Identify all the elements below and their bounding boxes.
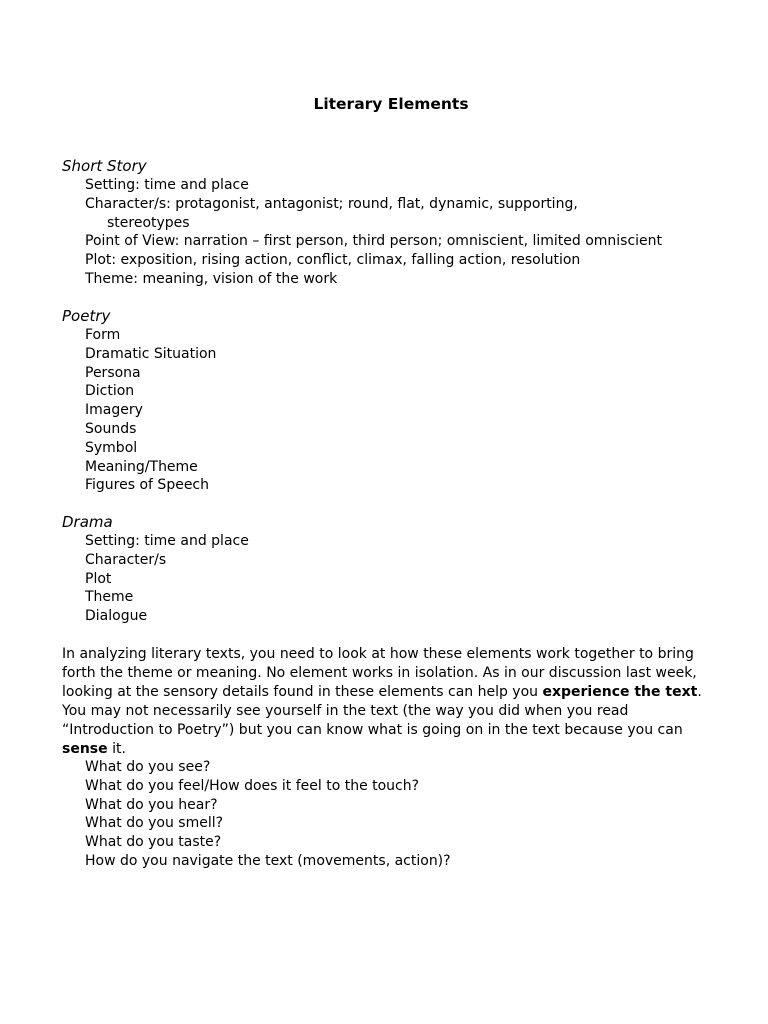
- element-list: [62, 532, 742, 626]
- list-item: Setting: time and place: [85, 533, 249, 549]
- page-title: Literary Elements: [313, 95, 469, 113]
- list-item: Character/s: [85, 551, 167, 568]
- element-list: [62, 326, 742, 495]
- section-poetry: [62, 307, 742, 495]
- section-drama: [62, 513, 742, 626]
- list-item: Meaning/Theme: [85, 458, 198, 475]
- emphasis-text: sense: [62, 741, 108, 757]
- body-paragraph: In analyzing literary texts, you need to look at how these elements work together to bring forth the theme or meaning. No element works in isolation. As in our discussion last week, looking at the sensory details found in these elements can help you experience the text. You may not necessarily see yourself in the text (the way you did when you read “Introduction to Poetry”) but you can know what is going on in the text because you can sense it.: [62, 646, 702, 757]
- list-item: Setting: time and place: [85, 177, 249, 193]
- list-item: Theme: [85, 589, 134, 606]
- question-item: What do you hear?: [85, 796, 218, 813]
- question-item: How do you navigate the text (movements, action)?: [85, 852, 451, 869]
- section-short-story: [62, 157, 742, 289]
- list-item: Point of View: narration – first person, third person; omniscient, limited omniscient: [85, 233, 663, 250]
- list-item: Persona: [85, 364, 141, 381]
- list-item: Diction: [85, 383, 135, 400]
- section-heading: Short Story: [62, 157, 147, 175]
- element-list: [62, 176, 742, 289]
- list-item: Character/s: protagonist, antagonist; round, flat, dynamic, supporting, stereotypes: [62, 195, 742, 233]
- emphasis-text: experience the text: [542, 684, 698, 700]
- list-item: Plot: exposition, rising action, conflict, climax, falling action, resolution: [85, 252, 581, 269]
- list-item: Dramatic Situation: [85, 345, 217, 362]
- section-heading: Poetry: [62, 307, 111, 325]
- list-item: Sounds: [85, 420, 137, 437]
- list-item: Theme: meaning, vision of the work: [85, 270, 338, 287]
- list-item: Plot: [85, 570, 112, 587]
- question-item: What do you see?: [85, 759, 211, 775]
- list-item: Dialogue: [85, 608, 148, 625]
- section-heading: Drama: [62, 513, 113, 531]
- question-item: What do you smell?: [85, 815, 224, 832]
- question-item: What do you feel/How does it feel to the touch?: [85, 777, 420, 794]
- question-item: What do you taste?: [85, 834, 222, 851]
- list-item-continuation: stereotypes: [107, 214, 190, 231]
- list-item: Figures of Speech: [85, 477, 210, 494]
- list-item: Symbol: [85, 439, 138, 456]
- question-list: [62, 758, 722, 871]
- list-item: Imagery: [85, 402, 143, 419]
- list-item: Form: [85, 327, 121, 343]
